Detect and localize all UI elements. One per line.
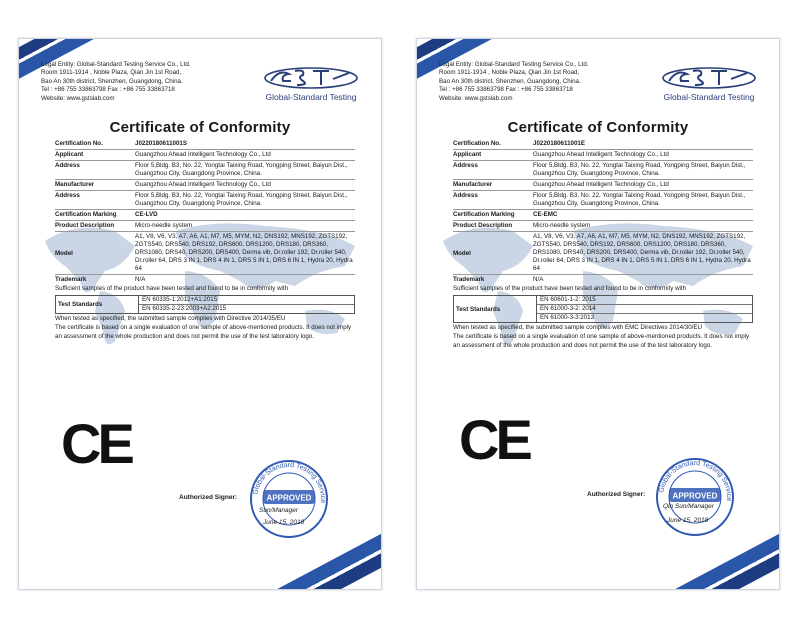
legal-entity: Legal Entity: Global-Standard Testing Service Co., Ltd. (439, 61, 589, 68)
manufacturer-address-label: Address (55, 192, 80, 199)
directive-text: When tested as specified, the submitted sample complies with Directive 2014/35/EU (55, 315, 286, 323)
authorized-signer-label: Authorized Signer: (179, 494, 238, 501)
manufacturer-address: Floor 5,Bldg. B3, No. 22, Yongtai Taixing Road, Yongping Street, Baiyun Dist., Guangzhou City, Guangdong Province, China. (135, 192, 348, 207)
row-manufacturer (55, 181, 355, 189)
standard-item: EN 60601-1-2: 2015 (537, 296, 752, 305)
row-applicant (55, 151, 355, 159)
trademark-label: Trademark (55, 276, 87, 283)
manufacturer: Guangzhou Ahead Intelligent Technology Co., Ltd (135, 181, 271, 188)
stamp-date: June 15, 2018 (263, 519, 305, 526)
stamp-center-text: APPROVED (266, 493, 312, 503)
gst-logo (653, 65, 765, 102)
product: Micro-needle system (533, 222, 591, 229)
trademark: N/A (533, 276, 544, 283)
marking-label: Certification Marking (55, 211, 117, 218)
standards-list (139, 296, 354, 313)
manufacturer-label: Manufacturer (55, 181, 95, 188)
manufacturer: Guangzhou Ahead Intelligent Technology Co., Ltd (533, 181, 669, 188)
signature: Sun/Manager (259, 507, 299, 514)
applicant-label: Applicant (55, 151, 84, 158)
standards-label: Test Standards (56, 296, 139, 313)
address: Floor 5,Bldg. B3, No. 22, Yongtai Taixing Road, Yongping Street, Baiyun Dist., Guangzhou City, Guangdong Province, China. (135, 162, 348, 177)
row-model (453, 233, 753, 273)
assessment-text: The certificate is based on a single evaluation of one sample of above-mentioned products. It does not imply an assessment of the whole production and does not permit the use of the test laboratory logo. (55, 324, 352, 340)
directive-text: When tested as specified, the submitted sample complies with EMC Directives 2014/30/EU (453, 324, 702, 332)
certificate-ce-emc (416, 38, 780, 590)
logo-text: Global-Standard Testing (265, 92, 357, 102)
stamp-ring-text: Global-Standard Testing Service (658, 459, 733, 502)
ce-mark: CE (61, 412, 131, 475)
applicant-label: Applicant (453, 151, 482, 158)
standard-item: EN 60335-2-23:2003+A2:2015 (142, 305, 227, 313)
row-address (453, 162, 753, 178)
row-manufacturer-address (453, 192, 753, 208)
product-label: Product Description (453, 222, 513, 229)
row-trademark (453, 276, 753, 284)
lab-website: Website: www.gstslab.com (439, 94, 513, 102)
marking: CE-EMC (533, 211, 558, 218)
marking-label: Certification Marking (453, 211, 515, 218)
trademark-label: Trademark (453, 276, 485, 283)
authorized-signer-label: Authorized Signer: (587, 491, 646, 498)
certificate-ce-lvd (18, 38, 382, 590)
signature: Qin Sun/Manager (663, 503, 714, 510)
standard-item: EN 60335-1:2012+A1:2015 (139, 296, 354, 305)
marking: CE-LVD (135, 211, 158, 218)
trademark: N/A (135, 276, 146, 283)
address-label: Address (453, 162, 478, 169)
standard-item: EN 61000-3-2: 2014 (537, 305, 752, 314)
lab-address-line2: Bao An 30th district, Shenzhen, Guangdong, China. (439, 77, 581, 85)
certificate-title: Certificate of Conformity (507, 119, 689, 136)
standard-item: EN 61000-3-3:2013 (540, 314, 595, 322)
standards-list (537, 296, 752, 322)
product-label: Product Description (55, 222, 115, 229)
row-address (55, 162, 355, 178)
test-standards-box (453, 295, 753, 323)
lab-header (439, 61, 589, 103)
row-certification-no (453, 140, 753, 148)
standards-label: Test Standards (454, 296, 537, 322)
applicant: Guangzhou Ahead Intelligent Technology Co., Ltd (135, 151, 271, 158)
row-trademark (55, 276, 355, 284)
certificate-fields (453, 140, 753, 350)
sufficient-text: Sufficient samples of the product have been tested and found to be in conformity with (55, 285, 289, 292)
row-manufacturer-address (55, 192, 355, 208)
lab-header (41, 61, 191, 103)
product: Micro-needle system (135, 222, 193, 229)
stamp-ring-text: Global-Standard Testing Service (252, 461, 327, 504)
address: Floor 5,Bldg. B3, No. 22, Yongtai Taixing Road, Yongping Street, Baiyun Dist., Guangzhou City, Guangdong Province, China. (533, 162, 746, 177)
model-label: Model (55, 249, 73, 257)
legal-entity: Legal Entity: Global-Standard Testing Service Co., Ltd. (41, 61, 191, 68)
row-model (55, 233, 355, 273)
gst-logo-icon (261, 65, 361, 91)
row-applicant (453, 151, 753, 159)
lab-address-line1: Room 1911-1914 , Noble Plaza, Qian Jin 1st Road, (41, 69, 182, 77)
approved-stamp (247, 457, 331, 541)
stamp-center-text: APPROVED (672, 491, 718, 501)
sufficient-text: Sufficient samples of the product have been tested and found to be in conformity with (453, 285, 687, 292)
manufacturer-address: Floor 5,Bldg. B3, No. 22, Yongtai Taixing Road, Yongping Street, Baiyun Dist., Guangzhou City, Guangdong Province, China. (533, 192, 746, 207)
stamp-date: June 15, 2018 (667, 517, 709, 524)
manufacturer-label: Manufacturer (453, 181, 493, 188)
certificate-title: Certificate of Conformity (109, 119, 291, 136)
lab-tel-fax: Tel : +86 755 33863798 Fax : +86 755 33863718 (439, 86, 573, 94)
row-certification-no (55, 140, 355, 148)
lab-tel-fax: Tel : +86 755 33863798 Fax : +86 755 33863718 (41, 86, 175, 94)
model: A1, V8, V6, V3, A7, A6, A1, M7, M5, MYM, N2, DNS192, MNS192, ZGTS192, ZGTS540, DRS540, DRS192, DRS600, DRS1200, DRS180, DRS360, DRS1080, DRS40, DRS200, DRS400, Derma vib, Dr.roller 192, Dr.roller 540, Dr.roller 64, DRS 3 IN 1, DRS 4 IN 1, DRS 5 IN 1, DRS 6 IN 1, Hydra 20, Hydra 64 (533, 233, 751, 272)
certification-no: J0220180611001E (533, 140, 585, 147)
model: A1, V8, V6, V3, A7, A6, A1, M7, M5, MYM, N2, DNS192, MNS192, ZGTS192, ZGTS540, DRS540, DRS192, DRS600, DRS1200, DRS180, DRS360, DRS1080, DRS40, DRS200, DRS400, Derma vib, Dr.roller 192, Dr.roller 540, Dr.roller 64, DRS 3 IN 1, DRS 4 IN 1, DRS 5 IN 1, DRS 6 IN 1, Hydra 20, Hydra 64 (135, 233, 353, 272)
certificate-fields (55, 140, 355, 341)
model-label: Model (453, 249, 471, 257)
lab-address-line1: Room 1911-1914 , Noble Plaza, Qian Jin 1st Road, (439, 69, 580, 77)
test-standards-box (55, 295, 355, 314)
lab-website: Website: www.gstslab.com (41, 94, 115, 102)
row-marking (453, 211, 753, 219)
applicant: Guangzhou Ahead Intelligent Technology Co., Ltd (533, 151, 669, 158)
gst-logo-icon (659, 65, 759, 91)
gst-logo (255, 65, 367, 102)
row-marking (55, 211, 355, 219)
approved-stamp (653, 455, 737, 539)
certification-no-label: Certification No. (453, 140, 501, 147)
certification-no: J0220180611001S (135, 140, 187, 147)
row-product (55, 222, 355, 230)
certification-no-label: Certification No. (55, 140, 103, 147)
ce-mark: CE (459, 408, 529, 471)
address-label: Address (55, 162, 80, 169)
logo-text: Global-Standard Testing (663, 92, 755, 102)
lab-address-line2: Bao An 30th district, Shenzhen, Guangdong, China. (41, 77, 183, 85)
assessment-text: The certificate is based on a single evaluation of one sample of above-mentioned products. It does not imply an assessment of the whole production and does not permit the use of the test laboratory logo. (453, 333, 750, 349)
row-product (453, 222, 753, 230)
manufacturer-address-label: Address (453, 192, 478, 199)
row-manufacturer (453, 181, 753, 189)
